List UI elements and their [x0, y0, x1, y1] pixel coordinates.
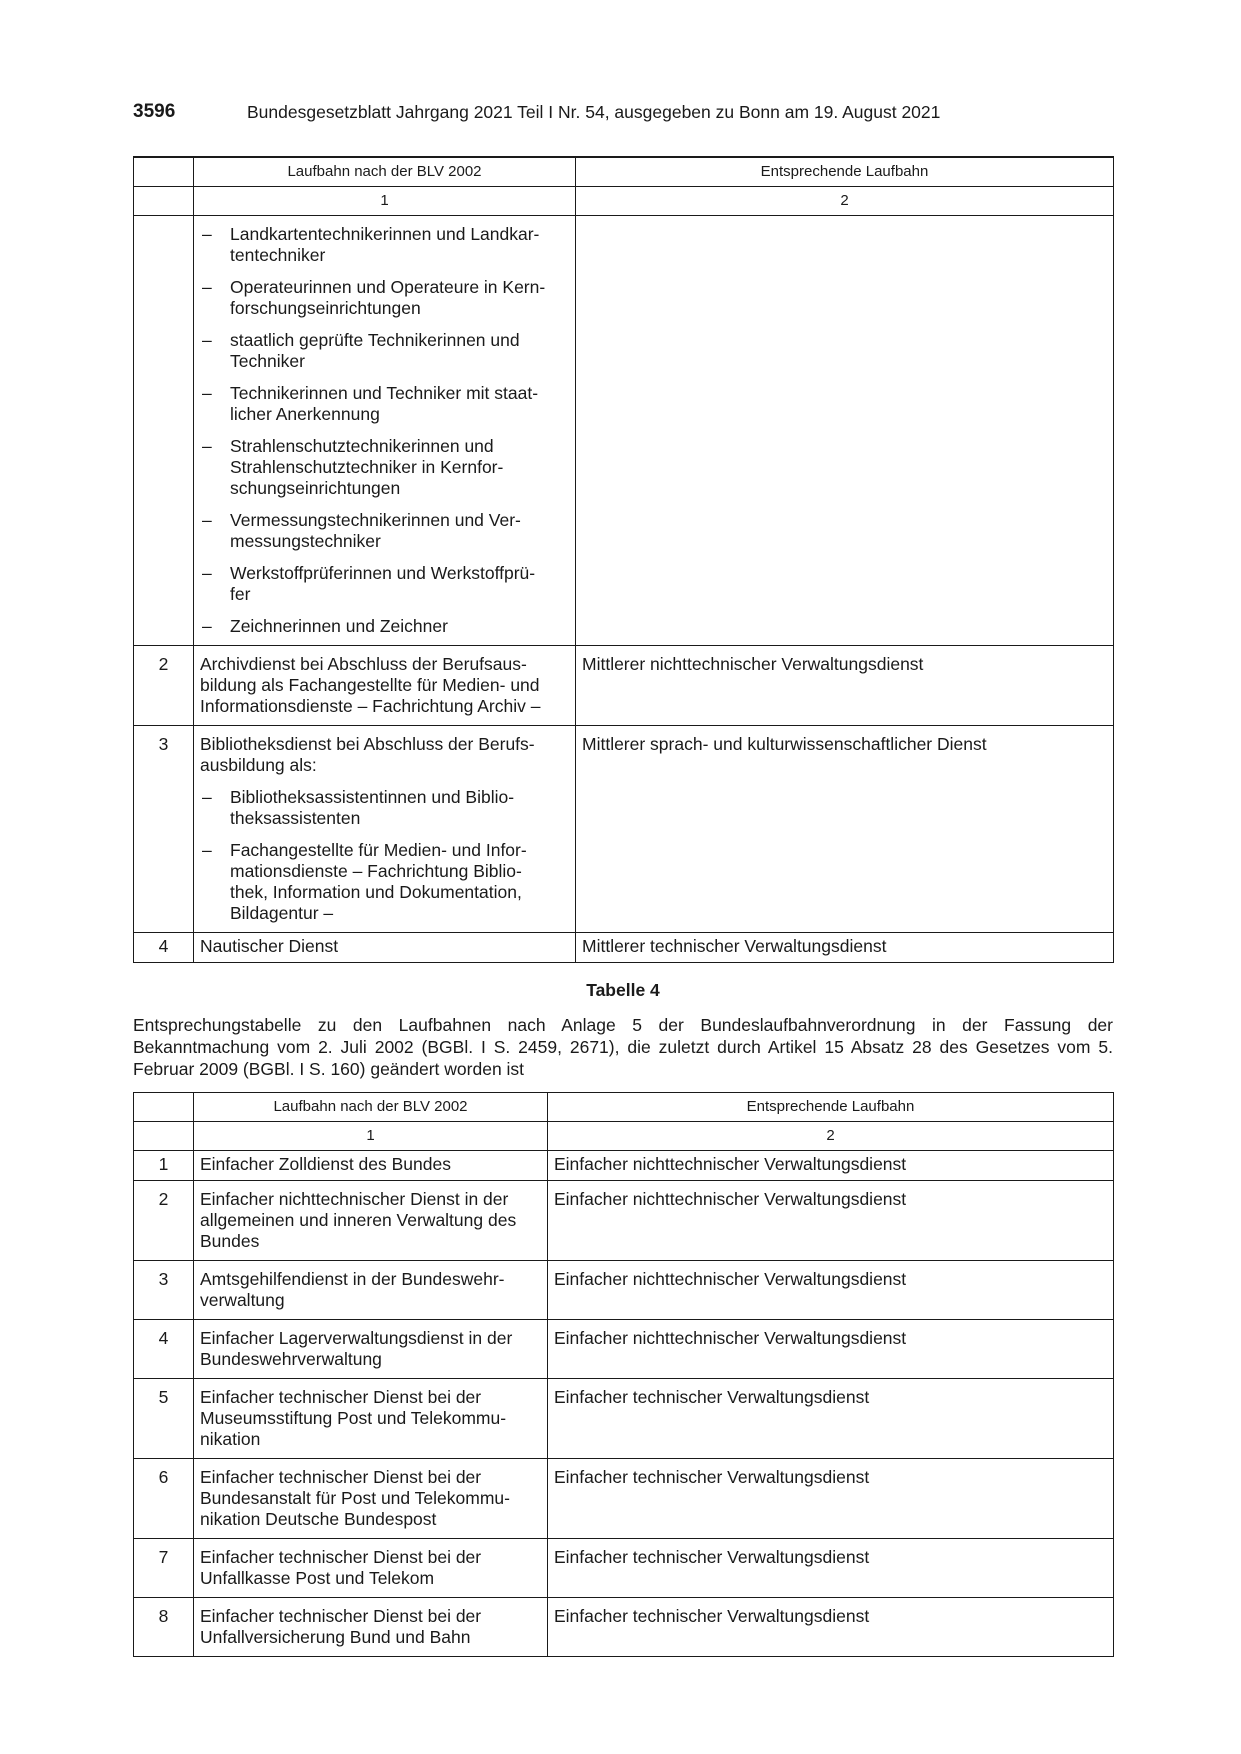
row-right-text: Einfacher nichttechnischer Verwaltungsdienst: [548, 1320, 1114, 1379]
dash-bullet: –: [202, 840, 212, 860]
row-right-text: Mittlerer technischer Verwaltungsdienst: [576, 933, 1114, 963]
table-row: [134, 646, 1114, 726]
row-number: 8: [134, 1598, 194, 1657]
row-left-text: Amtsgehilfendienst in der Bundeswehr- verwaltung: [194, 1261, 548, 1320]
list-item: [200, 224, 569, 266]
row-right-text: Einfacher nichttechnischer Verwaltungsdienst: [548, 1261, 1114, 1320]
table-4-title: Tabelle 4: [586, 980, 660, 1000]
row-number: 2: [134, 1181, 194, 1261]
table-row: [134, 933, 1114, 963]
table-row: [134, 1261, 1114, 1320]
row-number: 1: [134, 1151, 194, 1181]
list-item-text: Bibliotheksassistentinnen und Biblio- theksassistenten: [230, 787, 515, 828]
column-header-blv2002: Laufbahn nach der BLV 2002: [194, 1093, 548, 1122]
dash-bullet: –: [202, 436, 212, 456]
row-number: 4: [134, 933, 194, 963]
row-left-text: Einfacher technischer Dienst bei der Bundesanstalt für Post und Telekommu- nikation Deutsche Bundespost: [194, 1459, 548, 1539]
dash-bullet: –: [202, 224, 212, 244]
dash-bullet: –: [202, 563, 212, 583]
row-left-cell: [194, 726, 576, 933]
row-number: 7: [134, 1539, 194, 1598]
dash-bullet: –: [202, 330, 212, 350]
row-number: 4: [134, 1320, 194, 1379]
list-item-text: Technikerinnen und Techniker mit staat- licher Anerkennung: [230, 383, 539, 424]
publication-header: Bundesgesetzblatt Jahrgang 2021 Teil I Nr. 54, ausgegeben zu Bonn am 19. August 2021: [247, 102, 941, 122]
table-4: [133, 1092, 1114, 1657]
column-number-2: 2: [548, 1122, 1114, 1151]
list-item-text: Vermessungstechnikerinnen und Ver- messungstechniker: [230, 510, 521, 551]
table-header-row: [134, 1093, 1114, 1122]
column-number-1: 1: [194, 1122, 548, 1151]
column-number-1: 1: [194, 187, 576, 216]
row-right-text: Einfacher technischer Verwaltungsdienst: [548, 1539, 1114, 1598]
list-item: [200, 840, 569, 924]
row-number: 3: [134, 726, 194, 933]
row-left-text: Archivdienst bei Abschluss der Berufsaus- bildung als Fachangestellte für Medien- und Informationsdienste – Fachrichtung Archiv –: [194, 646, 576, 726]
list-item-text: Landkartentechnikerinnen und Landkar- tentechniker: [230, 224, 540, 265]
page-header: [133, 101, 1113, 125]
list-item: [200, 510, 569, 552]
row-right-text: Mittlerer sprach- und kulturwissenschaftlicher Dienst: [576, 726, 1114, 933]
column-header-entsprechende-laufbahn: Entsprechende Laufbahn: [548, 1093, 1114, 1122]
list-item-text: Zeichnerinnen und Zeichner: [230, 616, 448, 636]
table-3-continuation: [133, 156, 1114, 963]
list-item: [200, 277, 569, 319]
list-item: [200, 563, 569, 605]
row-left-text: Einfacher technischer Dienst bei der Museumsstiftung Post und Telekommu- nikation: [194, 1379, 548, 1459]
row-number: 3: [134, 1261, 194, 1320]
row-number: 6: [134, 1459, 194, 1539]
dash-list: [200, 787, 569, 924]
list-item-text: staatlich geprüfte Technikerinnen und Techniker: [230, 330, 520, 371]
dash-bullet: –: [202, 383, 212, 403]
table-row: [134, 1320, 1114, 1379]
row-right-cell: [576, 216, 1114, 646]
row-right-text: Einfacher nichttechnischer Verwaltungsdienst: [548, 1151, 1114, 1181]
row-number: 2: [134, 646, 194, 726]
list-item-text: Strahlenschutztechnikerinnen und Strahlenschutztechniker in Kernfor- schungseinrichtungen: [230, 436, 504, 498]
dash-bullet: –: [202, 787, 212, 807]
dash-bullet: –: [202, 616, 212, 636]
row-right-text: Einfacher technischer Verwaltungsdienst: [548, 1598, 1114, 1657]
dash-list: [200, 224, 569, 637]
dash-bullet: –: [202, 277, 212, 297]
row-left-text: Einfacher technischer Dienst bei der Unfallversicherung Bund und Bahn: [194, 1598, 548, 1657]
list-item: [200, 383, 569, 425]
list-item-text: Operateurinnen und Operateure in Kern- forschungseinrichtungen: [230, 277, 546, 318]
row-number-cell: [134, 216, 194, 646]
row-right-text: Einfacher technischer Verwaltungsdienst: [548, 1379, 1114, 1459]
table-row: [134, 1598, 1114, 1657]
table-column-number-row: [134, 187, 1114, 216]
column-header-entsprechende-laufbahn: Entsprechende Laufbahn: [576, 157, 1114, 187]
table-row: [134, 1539, 1114, 1598]
row-left-text: Einfacher Zolldienst des Bundes: [194, 1151, 548, 1181]
row-left-text: Nautischer Dienst: [194, 933, 576, 963]
column-number-empty: [134, 1122, 194, 1151]
list-item-text: Fachangestellte für Medien- und Infor- mationsdienste – Fachrichtung Biblio- thek, Information und Dokumentation, Bildagentur –: [230, 840, 527, 923]
row-left-text: Einfacher Lagerverwaltungsdienst in der Bundeswehrverwaltung: [194, 1320, 548, 1379]
header-number-cell: [134, 1093, 194, 1122]
column-number-2: 2: [576, 187, 1114, 216]
row-intro-text: Bibliotheksdienst bei Abschluss der Berufs- ausbildung als:: [200, 734, 535, 775]
row-left-text: Einfacher nichttechnischer Dienst in der allgemeinen und inneren Verwaltung des Bundes: [194, 1181, 548, 1261]
row-right-text: Mittlerer nichttechnischer Verwaltungsdienst: [576, 646, 1114, 726]
table-4-body: [134, 1151, 1114, 1657]
list-item: [200, 330, 569, 372]
row-left-cell: [194, 216, 576, 646]
table-row: [134, 1379, 1114, 1459]
table-4-description: Entsprechungstabelle zu den Laufbahnen nach Anlage 5 der Bundeslaufbahnverordnung in der Fassung der Bekanntmachung vom 2. Juli 2002 (BGBl. I S. 2459, 2671), die zuletzt durch Artikel 15 Absatz 28 des Gesetzes vom 5. Februar 2009 (BGBl. I S. 160) geändert worden ist: [133, 1015, 1113, 1079]
list-item: [200, 436, 569, 499]
table-column-number-row: [134, 1122, 1114, 1151]
table-row-continued: [134, 216, 1114, 646]
table-row: [134, 1151, 1114, 1181]
page-number: 3596: [133, 101, 176, 122]
row-right-text: Einfacher technischer Verwaltungsdienst: [548, 1459, 1114, 1539]
table-row: [134, 726, 1114, 933]
row-number: 5: [134, 1379, 194, 1459]
table-row: [134, 1181, 1114, 1261]
column-header-blv2002: Laufbahn nach der BLV 2002: [194, 157, 576, 187]
table-row: [134, 1459, 1114, 1539]
list-item: [200, 616, 569, 637]
column-number-empty: [134, 187, 194, 216]
header-number-cell: [134, 157, 194, 187]
dash-bullet: –: [202, 510, 212, 530]
list-item: [200, 787, 569, 829]
table-header-row: [134, 157, 1114, 187]
list-item-text: Werkstoffprüferinnen und Werkstoffprü- fer: [230, 563, 536, 604]
row-left-text: Einfacher technischer Dienst bei der Unfallkasse Post und Telekom: [194, 1539, 548, 1598]
row-right-text: Einfacher nichttechnischer Verwaltungsdienst: [548, 1181, 1114, 1261]
